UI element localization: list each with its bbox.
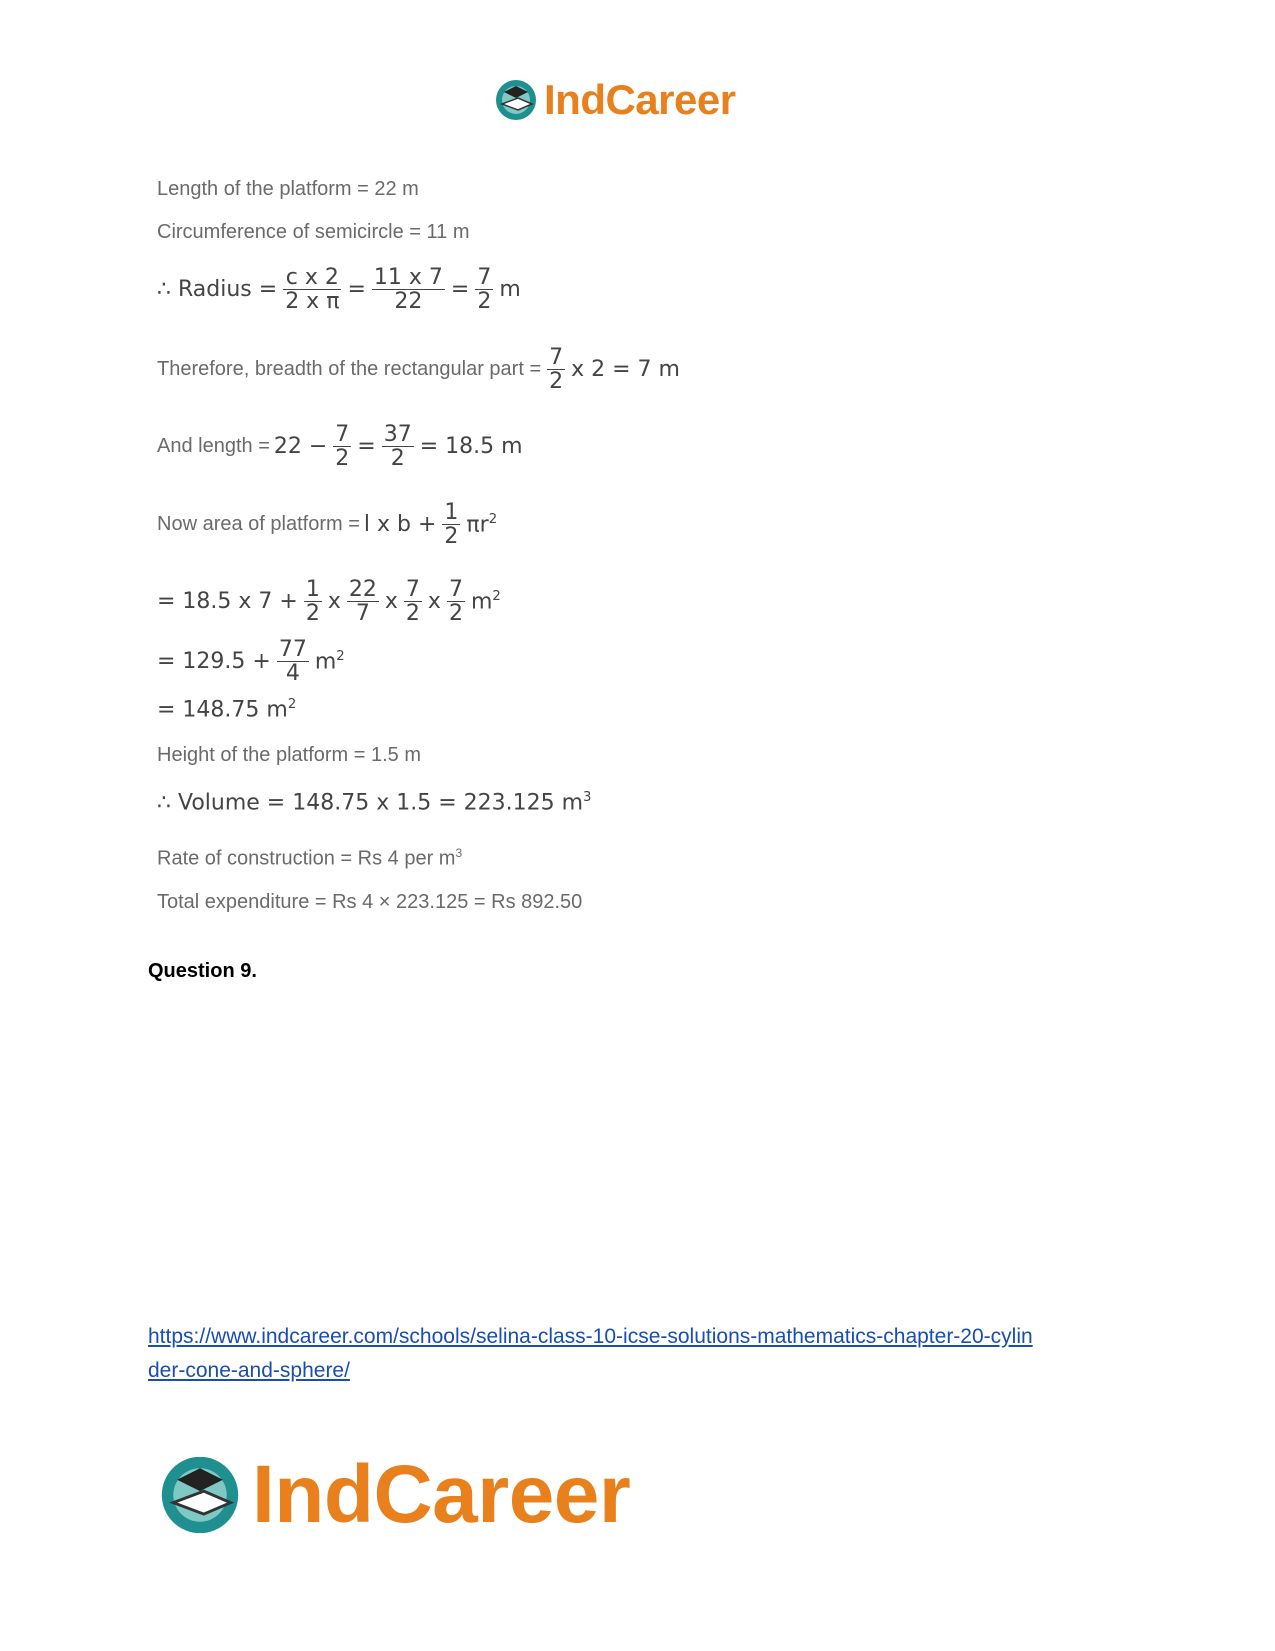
area-substitution: = 18.5 x 7 + $\frac{1}{2}$ x $\frac{22}{7}$ x $\frac{7}{2}$ x $\frac{7}{2}$ $m^2$ — [157, 577, 501, 627]
graduation-book-icon — [158, 1453, 242, 1537]
fraction: $\frac{7}{2}$ — [477, 265, 492, 315]
total-expenditure: Total expenditure = Rs 4 × 223.125 = Rs 892.50 — [157, 891, 583, 913]
platform-length: Length of the platform = 22 m — [157, 178, 419, 200]
fraction: $\frac{1}{2}$ — [444, 500, 459, 550]
source-link[interactable]: https://www.indcareer.com/schools/selina-class-10-icse-solutions-mathematics-chapter-20-cylin der-cone-and-sphere/ — [148, 1325, 1033, 1382]
radius-equation: ∴ Radius = $\frac{\text{c x 2}}{\text{2 x π}}$ = $\frac{11 x 7}{22}$ = $\frac{7}{2}$ m — [157, 265, 521, 315]
volume-equation: ∴ Volume = 148.75 x 1.5 = 223.125 $m^3$ — [157, 790, 592, 816]
fraction: $\frac{22}{7}$ — [348, 577, 377, 627]
fraction: $\frac{7}{2}$ — [549, 345, 564, 395]
platform-height: Height of the platform = 1.5 m — [157, 744, 422, 766]
fraction: $\frac{7}{2}$ — [335, 422, 350, 472]
area-step: = 129.5 + $\frac{77}{4}$ $m^2$ — [157, 637, 345, 687]
fraction: $\frac{\text{c x 2}}{\text{2 x π}}$ — [285, 265, 340, 315]
fraction: $\frac{37}{2}$ — [383, 422, 412, 472]
graduation-book-icon — [494, 78, 538, 122]
length-equation: And length = 22 − $\frac{7}{2}$ = $\frac{37}{2}$ = 18.5 m — [157, 422, 523, 472]
fraction: $\frac{77}{4}$ — [278, 637, 307, 687]
brand-name: IndCareer — [544, 76, 736, 123]
semicircle-circumference: Circumference of semicircle = 11 m — [157, 221, 470, 243]
construction-rate: Rate of construction = Rs 4 per $m^3$ — [157, 846, 463, 870]
question-heading: Question 9. — [148, 960, 257, 982]
fraction: $\frac{1}{2}$ — [305, 577, 320, 627]
breadth-equation: Therefore, breadth of the rectangular part = $\frac{7}{2}$ x 2 = 7 m — [157, 345, 680, 395]
footer-logo — [158, 1448, 630, 1542]
fraction: $\frac{7}{2}$ — [405, 577, 420, 627]
brand-name: IndCareer — [252, 1449, 631, 1540]
header-logo — [494, 76, 736, 124]
radius-prefix: ∴ Radius = — [157, 277, 278, 303]
fraction: $\frac{7}{2}$ — [448, 577, 463, 627]
area-formula: Now area of platform = l x b + $\frac{1}{2}$ $\pi r^2$ — [157, 500, 498, 550]
fraction: $\frac{11 x 7}{22}$ — [373, 265, 443, 315]
area-result: = 148.75 $m^2$ — [157, 697, 297, 723]
